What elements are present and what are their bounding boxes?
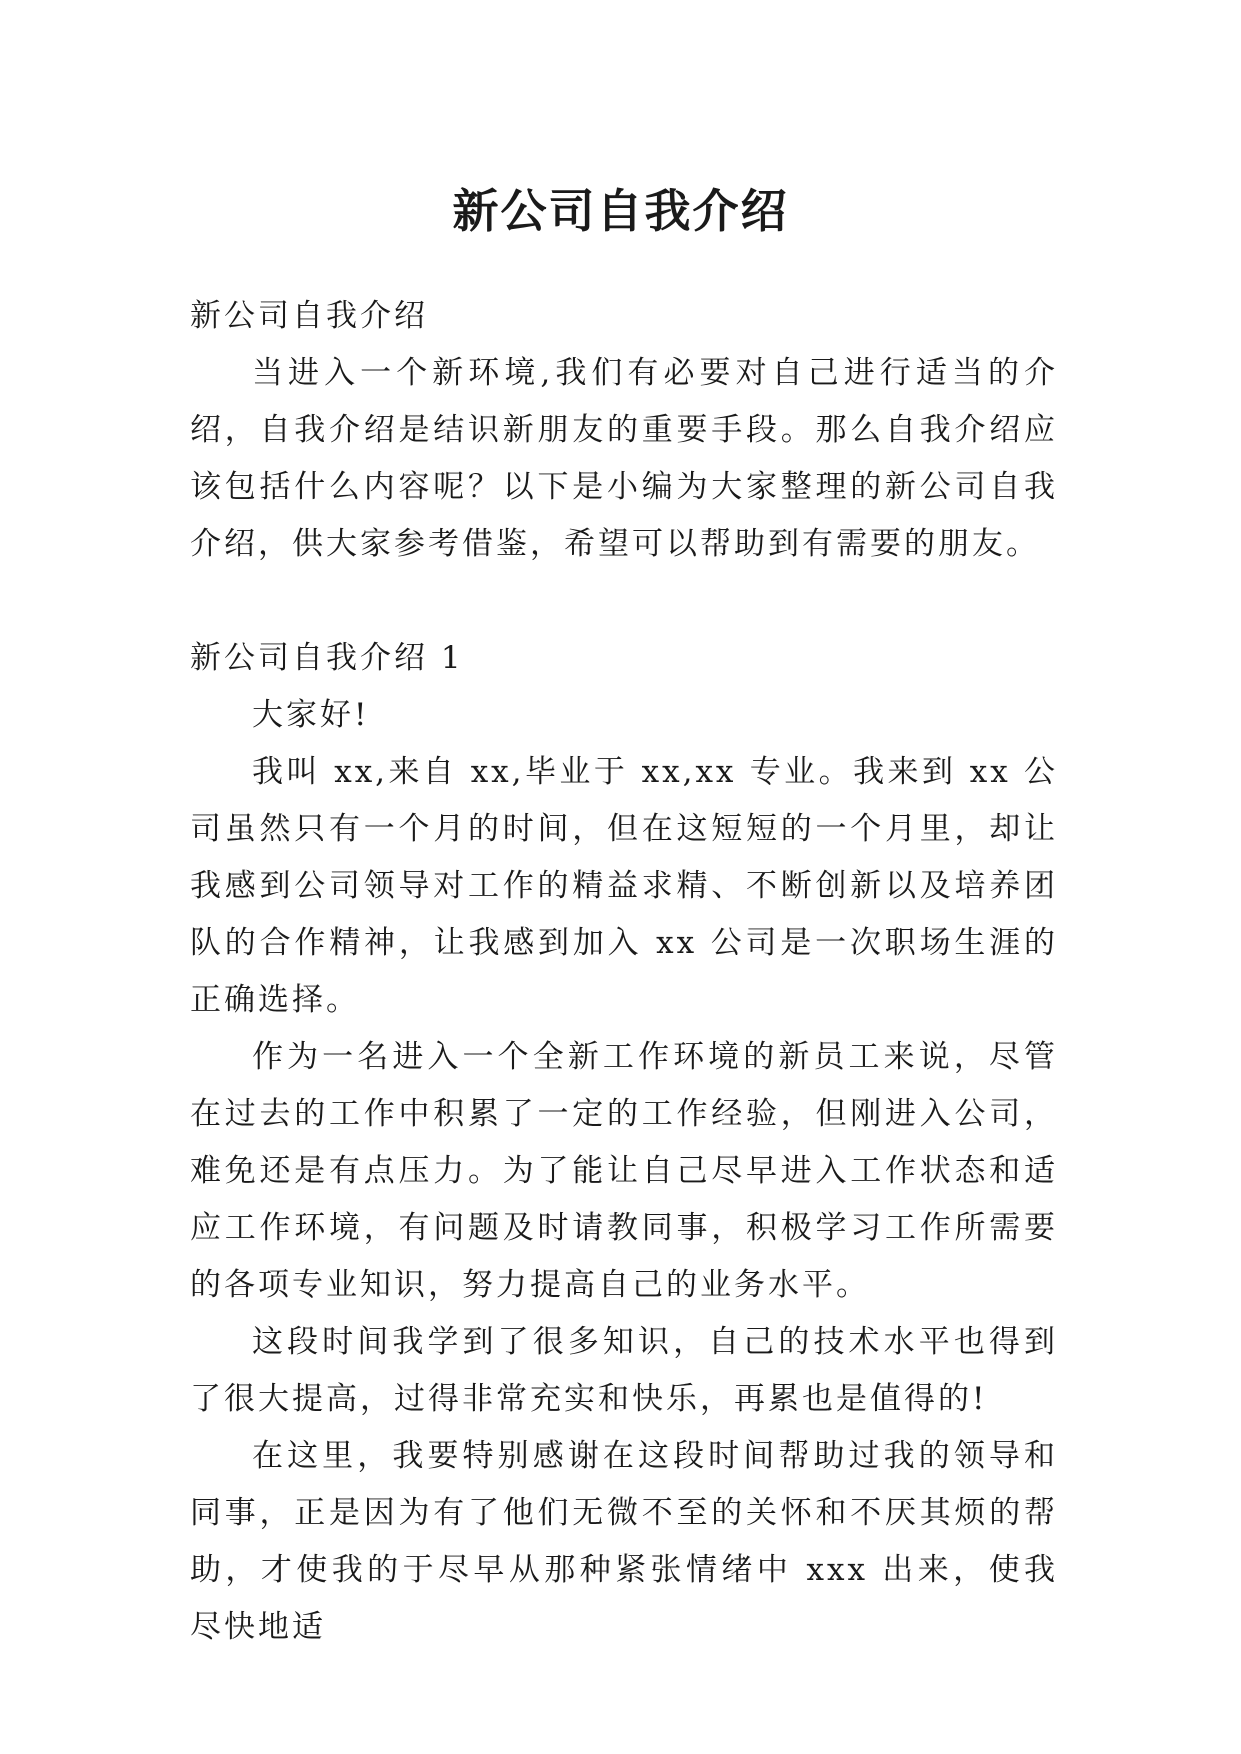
document-title: 新公司自我介绍 — [452, 183, 789, 238]
section-1-paragraph: 作为一名进入一个全新工作环境的新员工来说，尽管在过去的工作中积累了一定的工作经验，但刚进入公司，难免还是有点压力。为了能让自己尽早进入工作状态和适应工作环境，有问题及时请教同事，积极学习工作所需要的各项专业知识，努力提高自己的业务水平。 — [190, 1039, 1058, 1303]
section-1-heading: 新公司自我介绍 1 — [190, 640, 464, 676]
intro-paragraph: 当进入一个新环境,我们有必要对自己进行适当的介绍，自我介绍是结识新朋友的重要手段。那么自我介绍应该包括什么内容呢？以下是小编为大家整理的新公司自我介绍，供大家参考借鉴，希望可以帮助到有需要的朋友。 — [190, 355, 1058, 562]
section-1-greeting: 大家好! — [252, 697, 370, 733]
document-body — [190, 288, 1058, 1656]
section-1-paragraph: 我叫 xx,来自 xx,毕业于 xx,xx 专业。我来到 xx 公司虽然只有一个月的时间，但在这短短的一个月里，却让我感到公司领导对工作的精益求精、不断创新以及培养团队的合作精神，让我感到加入 xx 公司是一次职场生涯的正确选择。 — [190, 754, 1058, 1018]
section-1-paragraph: 这段时间我学到了很多知识，自己的技术水平也得到了很大提高，过得非常充实和快乐，再累也是值得的! — [190, 1324, 1058, 1417]
section-spacer — [190, 573, 1058, 630]
intro-heading: 新公司自我介绍 — [190, 298, 428, 334]
section-1-paragraph: 在这里，我要特别感谢在这段时间帮助过我的领导和同事，正是因为有了他们无微不至的关怀和不厌其烦的帮助，才使我的于尽早从那种紧张情绪中 xxx 出来，使我尽快地适 — [190, 1438, 1058, 1645]
